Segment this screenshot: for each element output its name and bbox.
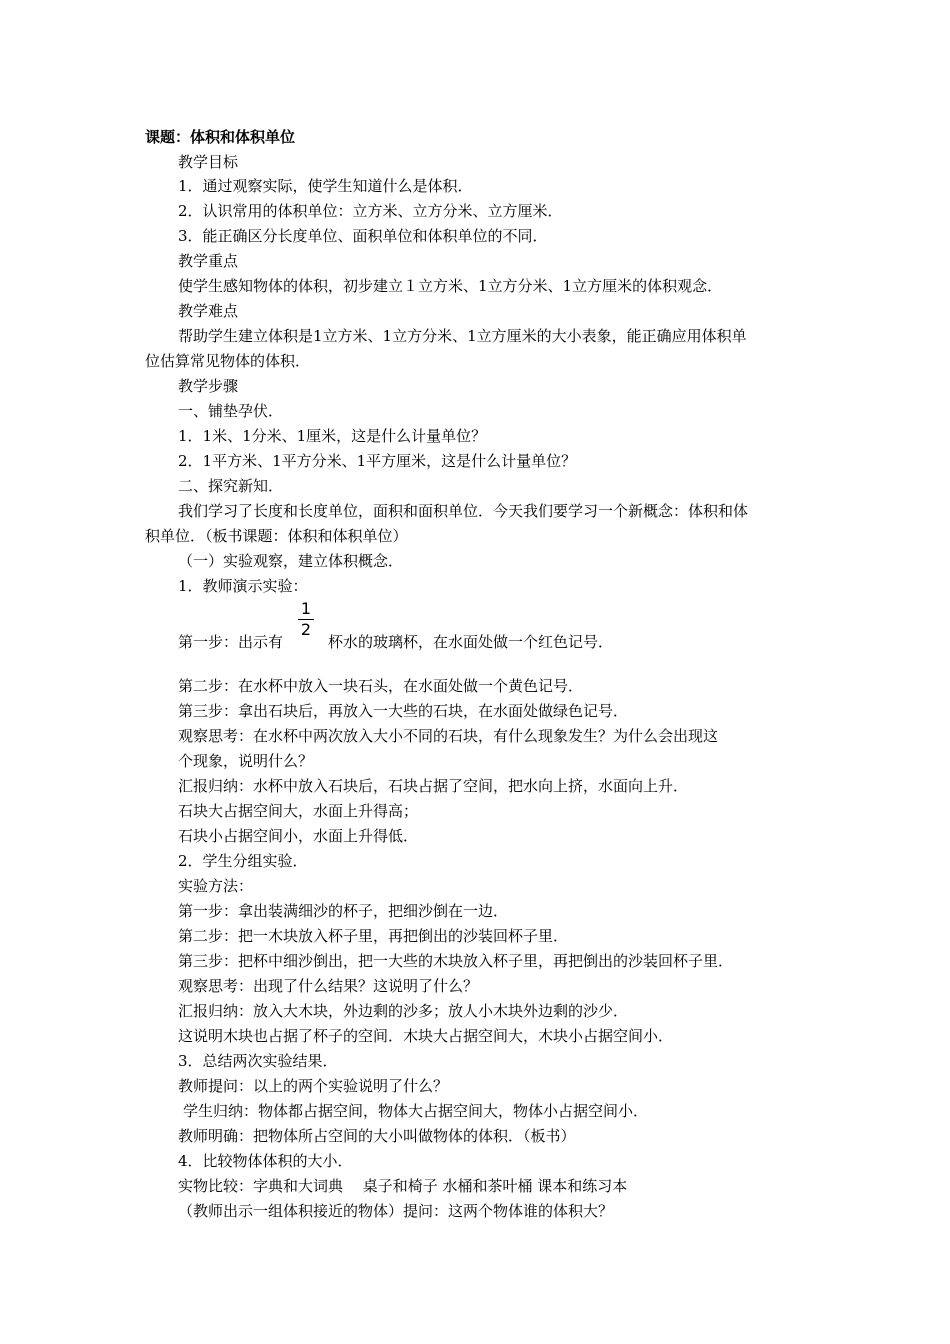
paragraph-line: 石块小占据空间小，水面上升得低． — [178, 827, 419, 845]
paragraph-line: 第一步：出示有 — [178, 633, 284, 651]
paragraph-line: 4．比较物体体积的大小． — [178, 1152, 353, 1170]
paragraph-line: 汇报归纳：水杯中放入石块后，石块占据了空间，把水向上挤，水面向上升． — [178, 777, 689, 795]
fraction-denominator: 2 — [300, 620, 312, 639]
fraction-numerator: 1 — [300, 599, 312, 618]
paragraph-line: 使学生感知物体的体积，初步建立１立方米、1立方分米、1立方厘米的体积观念． — [178, 277, 723, 295]
heading-key-points: 教学重点 — [178, 252, 239, 270]
paragraph-line: 第一步：拿出装满细沙的杯子，把细沙倒在一边． — [178, 902, 509, 920]
paragraph-line: 这说明木块也占据了杯子的空间．木块大占据空间大，木块小占据空间小． — [178, 1027, 674, 1045]
paragraph-line: 2．学生分组实验． — [178, 852, 308, 870]
paragraph-line: 第二步：在水杯中放入一块石头，在水面处做一个黄色记号． — [178, 677, 584, 695]
fraction-one-half — [298, 601, 314, 638]
heading-steps: 教学步骤 — [178, 377, 239, 395]
paragraph-line: 1．1米、1分米、1厘米，这是什么计量单位？ — [178, 427, 487, 445]
paragraph-line: 第二步：把一木块放入杯子里，再把倒出的沙装回杯子里． — [178, 927, 569, 945]
paragraph-line: 第三步：拿出石块后，再放入一大些的石块，在水面处做绿色记号． — [178, 702, 629, 720]
subsection-heading: （一）实验观察，建立体积概念． — [178, 552, 404, 570]
paragraph-line: 汇报归纳：放入大木块，外边剩的沙多；放人小木块外边剩的沙少． — [178, 1002, 629, 1020]
section-heading: 二、探究新知． — [178, 477, 284, 495]
paragraph-line: 1．通过观察实际，使学生知道什么是体积． — [178, 177, 473, 195]
paragraph-line: 2．1平方米、1平方分米、1平方厘米，这是什么计量单位？ — [178, 452, 577, 470]
paragraph-line: 教师提问：以上的两个实验说明了什么？ — [178, 1077, 449, 1095]
paragraph-line: 我们学习了长度和长度单位，面积和面积单位．今天我们要学习一个新概念：体积和体 — [178, 502, 749, 520]
paragraph-line: 石块大占据空间大，水面上升得高； — [178, 802, 419, 820]
paragraph-line: 实验方法： — [178, 877, 254, 895]
paragraph-line: 1．教师演示实验： — [178, 577, 308, 595]
document-title: 课题：体积和体积单位 — [145, 128, 296, 146]
paragraph-line: 个现象，说明什么？ — [178, 752, 314, 770]
paragraph-line: 3．总结两次实验结果． — [178, 1052, 338, 1070]
paragraph-line: 帮助学生建立体积是1立方米、1立方分米、1立方厘米的大小表象，能正确应用体积单 — [178, 327, 747, 345]
paragraph-line: 位估算常见物体的体积． — [145, 352, 311, 370]
paragraph-line: （教师出示一组体积接近的物体）提问：这两个物体谁的体积大？ — [178, 1202, 614, 1220]
heading-objectives: 教学目标 — [178, 153, 239, 171]
paragraph-line: 积单位．（板书课题：体积和体积单位） — [145, 527, 408, 545]
paragraph-line: 观察思考：在水杯中两次放入大小不同的石块，有什么现象发生？为什么会出现这 — [178, 727, 719, 745]
paragraph-line: 学生归纳：物体都占据空间，物体大占据空间大，物体小占据空间小． — [183, 1102, 649, 1120]
section-heading: 一、铺垫孕伏． — [178, 402, 284, 420]
paragraph-line: 第三步：把杯中细沙倒出，把一大些的木块放入杯子里，再把倒出的沙装回杯子里． — [178, 952, 734, 970]
paragraph-line: 教师明确：把物体所占空间的大小叫做物体的体积．（板书） — [178, 1127, 576, 1145]
paragraph-line: 2．认识常用的体积单位：立方米、立方分米、立方厘米． — [178, 202, 563, 220]
paragraph-line: 3．能正确区分长度单位、面积单位和体积单位的不同． — [178, 227, 548, 245]
paragraph-line: 实物比较：字典和大词典 桌子和椅子 水桶和茶叶桶 课本和练习本 — [178, 1177, 628, 1195]
paragraph-line: 观察思考：出现了什么结果？这说明了什么？ — [178, 977, 479, 995]
paragraph-line: 杯水的玻璃杯，在水面处做一个红色记号． — [328, 633, 614, 651]
heading-difficulties: 教学难点 — [178, 302, 239, 320]
